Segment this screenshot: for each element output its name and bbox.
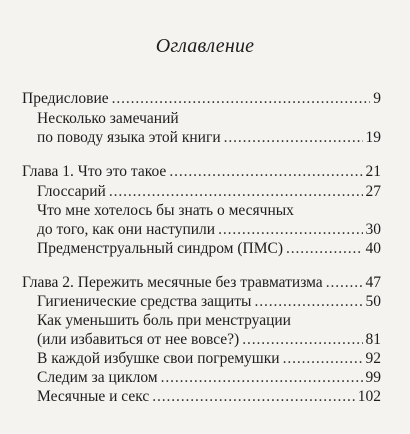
toc-entry-page: 92 [365,350,381,367]
dot-leader [152,388,354,406]
toc-entry-title: Глава 1. Что это такое [22,163,167,180]
toc-entry-page: 47 [365,274,381,291]
toc-entry-page: 21 [365,163,381,180]
dot-leader [169,163,362,181]
toc-entry-page: 99 [365,369,381,386]
toc-entry[interactable] [22,90,381,112]
toc-entry-title: В каждой избушке свои погремушки [37,350,280,367]
toc-entry-title: (или избавиться от нее вовсе?) [37,331,240,348]
toc-entry-page: 102 [357,388,381,405]
toc-entry-title: Глоссарий [37,183,106,200]
dot-leader [224,129,363,147]
toc-entry[interactable] [22,163,381,185]
toc-entry[interactable] [37,129,381,151]
dot-leader [286,240,362,258]
toc-heading: Оглавление [155,35,255,57]
toc-entry-title: Глава 2. Пережить месячные без травматизма [22,274,323,291]
toc-entry-title: Гигиенические средства защиты [37,293,252,310]
toc-entry-title: Предисловие [22,90,109,107]
dot-leader [242,331,362,349]
dot-leader [254,293,362,311]
toc-entry-page: 9 [373,90,381,107]
toc-entry-title: Следим за циклом [37,369,158,386]
toc-entry-title: до того, как они наступили [37,221,216,238]
toc-entry-page: 40 [365,240,381,257]
dot-leader [326,274,363,292]
toc-entry-title: Что мне хотелось бы знать о месячных [37,202,294,219]
dot-leader [161,369,363,387]
toc-entry[interactable] [37,388,381,410]
toc-entry-title: Как уменьшить боль при менструации [37,312,291,329]
toc-entry-title: Месячные и секс [37,388,150,405]
dot-leader [109,183,363,201]
toc-entry-title: Предменструальный синдром (ПМС) [37,240,284,257]
toc-entry-page: 19 [365,129,381,146]
dot-leader [112,90,371,108]
dot-leader [283,350,363,368]
toc-entry-page: 81 [365,331,381,348]
toc-entry-title: по поводу языка этой книги [37,129,221,146]
toc-entry-page: 27 [365,183,381,200]
toc-entry-title: Несколько замечаний [37,110,179,127]
toc-entry-page: 30 [365,221,381,238]
toc-entry-page: 50 [365,293,381,310]
dot-leader [218,221,362,239]
toc-entry[interactable] [37,240,381,262]
